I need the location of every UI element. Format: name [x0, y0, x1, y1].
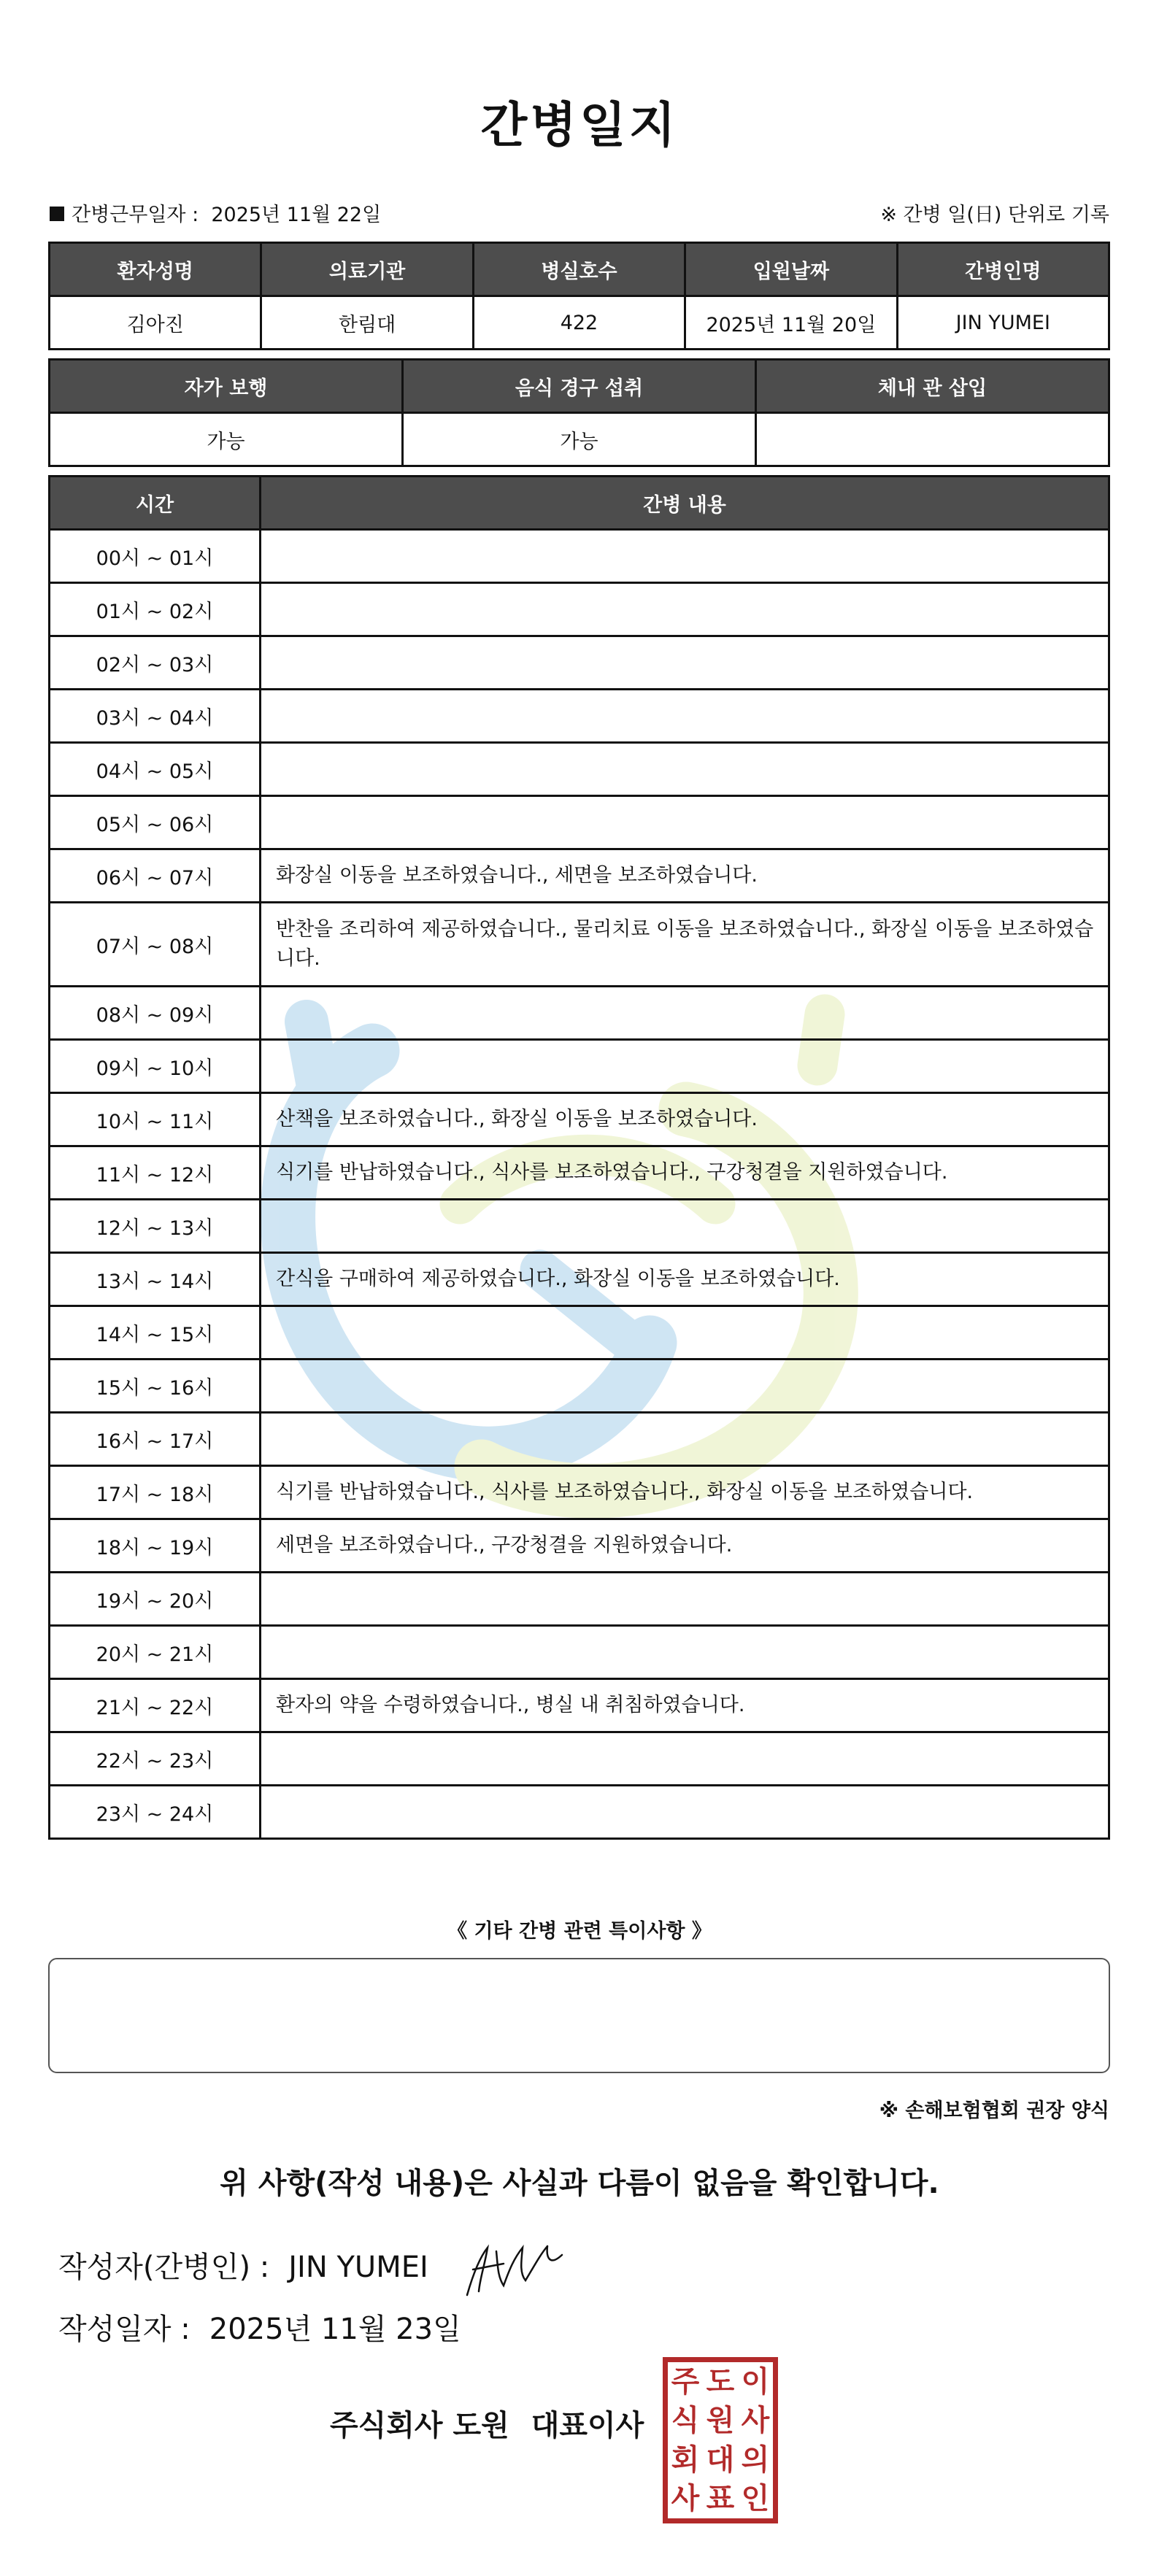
- log-content: [261, 1786, 1109, 1839]
- tube-insertion-value: [756, 413, 1109, 466]
- log-time: 09시 ~ 10시: [50, 1040, 261, 1093]
- log-row: [50, 1253, 1109, 1306]
- log-row: [50, 987, 1109, 1040]
- confirmation-statement: 위 사항(작성 내용)은 사실과 다름이 없음을 확인합니다.: [220, 2167, 939, 2200]
- square-bullet-icon: [50, 207, 64, 221]
- header-tube-insertion: 체내 관 삽입: [756, 360, 1109, 413]
- log-content: 반찬을 조리하여 제공하였습니다., 물리치료 이동을 보조하였습니다., 화장실 이동을 보조하였습니다.: [261, 903, 1109, 987]
- log-row: [50, 1040, 1109, 1093]
- writer-name: JIN YUMEI: [288, 2251, 428, 2284]
- log-time: 23시 ~ 24시: [50, 1786, 261, 1839]
- log-time: 18시 ~ 19시: [50, 1519, 261, 1573]
- log-row: [50, 1200, 1109, 1253]
- log-time: 03시 ~ 04시: [50, 690, 261, 743]
- log-content: 세면을 보조하였습니다., 구강청결을 지원하였습니다.: [261, 1519, 1109, 1573]
- log-time: 22시 ~ 23시: [50, 1732, 261, 1786]
- seal-char: 대: [706, 2442, 735, 2477]
- header-time: 시간: [50, 477, 261, 530]
- log-content: [261, 1626, 1109, 1679]
- header-care-content: 간병 내용: [261, 477, 1109, 530]
- oral-intake-value: 가능: [403, 413, 756, 466]
- log-content: [261, 690, 1109, 743]
- patient-status-table: [48, 358, 1110, 467]
- written-date-line: [58, 2306, 461, 2348]
- log-row: [50, 1732, 1109, 1786]
- log-content: [261, 796, 1109, 849]
- log-content: [261, 1306, 1109, 1360]
- record-unit-note: ※ 간병 일(日) 단위로 기록: [880, 204, 1109, 226]
- header-patient-name: 환자성명: [50, 243, 261, 296]
- notes-title: 《 기타 간병 관련 특이사항 》: [447, 1920, 712, 1943]
- log-row: [50, 1626, 1109, 1679]
- page-title: 간병일지: [480, 97, 679, 153]
- patient-info-table: [48, 242, 1110, 350]
- writer-line: [58, 2244, 428, 2286]
- log-time: 17시 ~ 18시: [50, 1466, 261, 1519]
- header-oral-intake: 음식 경구 섭취: [403, 360, 756, 413]
- log-content: 간식을 구매하여 제공하였습니다., 화장실 이동을 보조하였습니다.: [261, 1253, 1109, 1306]
- caregiver-name: JIN YUMEI: [897, 296, 1109, 350]
- log-row: [50, 1146, 1109, 1200]
- log-time: 14시 ~ 15시: [50, 1306, 261, 1360]
- log-row: [50, 583, 1109, 636]
- care-log-table: [48, 475, 1110, 1840]
- log-content: 식기를 반납하였습니다., 식사를 보조하였습니다., 구강청결을 지원하였습니다.: [261, 1146, 1109, 1200]
- log-row: [50, 1093, 1109, 1146]
- seal-char: 사: [741, 2404, 770, 2438]
- company-name: 주식회사 도원: [330, 2409, 509, 2442]
- recommendation-note: ※ 손해보험협회 권장 양식: [879, 2099, 1109, 2122]
- log-content: 식기를 반납하였습니다., 식사를 보조하였습니다., 화장실 이동을 보조하였습니다.: [261, 1466, 1109, 1519]
- signature-image: [453, 2226, 577, 2306]
- header-hospital: 의료기관: [261, 243, 473, 296]
- log-row: [50, 1786, 1109, 1839]
- log-row: [50, 1466, 1109, 1519]
- log-time: 13시 ~ 14시: [50, 1253, 261, 1306]
- log-time: 19시 ~ 20시: [50, 1573, 261, 1626]
- log-content: [261, 1732, 1109, 1786]
- written-date-label: 작성일자 :: [58, 2313, 190, 2346]
- header-self-walking: 자가 보행: [50, 360, 403, 413]
- log-time: 16시 ~ 17시: [50, 1413, 261, 1466]
- log-row: [50, 903, 1109, 987]
- log-row: [50, 796, 1109, 849]
- log-time: 07시 ~ 08시: [50, 903, 261, 987]
- log-content: [261, 1573, 1109, 1626]
- seal-char: 도: [706, 2364, 735, 2399]
- log-row: [50, 1573, 1109, 1626]
- patient-name: 김아진: [50, 296, 261, 350]
- log-row: [50, 690, 1109, 743]
- log-content: [261, 987, 1109, 1040]
- log-time: 15시 ~ 16시: [50, 1360, 261, 1413]
- log-row: [50, 1679, 1109, 1732]
- log-row: [50, 849, 1109, 903]
- log-time: 21시 ~ 22시: [50, 1679, 261, 1732]
- log-content: [261, 1200, 1109, 1253]
- log-time: 01시 ~ 02시: [50, 583, 261, 636]
- log-row: [50, 743, 1109, 796]
- log-time: 02시 ~ 03시: [50, 636, 261, 690]
- self-walking-value: 가능: [50, 413, 403, 466]
- seal-char: 회: [671, 2442, 700, 2477]
- seal-char: 표: [706, 2482, 735, 2516]
- log-content: [261, 583, 1109, 636]
- log-time: 12시 ~ 13시: [50, 1200, 261, 1253]
- seal-char: 이: [741, 2364, 770, 2399]
- hospital: 한림대: [261, 296, 473, 350]
- log-row: [50, 1413, 1109, 1466]
- log-row: [50, 1360, 1109, 1413]
- header-room-number: 병실호수: [473, 243, 685, 296]
- seal-char: 의: [741, 2442, 770, 2477]
- admission-date: 2025년 11월 20일: [685, 296, 897, 350]
- log-time: 05시 ~ 06시: [50, 796, 261, 849]
- log-time: 04시 ~ 05시: [50, 743, 261, 796]
- seal-char: 식: [671, 2404, 700, 2438]
- log-content: [261, 1040, 1109, 1093]
- writer-label: 작성자(간병인) :: [58, 2251, 270, 2284]
- seal-char: 사: [671, 2482, 700, 2516]
- seal-characters: [668, 2362, 773, 2518]
- work-date-value: 2025년 11월 22일: [211, 204, 382, 226]
- log-content: [261, 636, 1109, 690]
- ceo-label: 대표이사: [531, 2409, 644, 2442]
- room-number: 422: [473, 296, 685, 350]
- header-admission-date: 입원날짜: [685, 243, 897, 296]
- log-time: 08시 ~ 09시: [50, 987, 261, 1040]
- log-time: 11시 ~ 12시: [50, 1146, 261, 1200]
- log-row: [50, 636, 1109, 690]
- log-row: [50, 1306, 1109, 1360]
- log-time: 10시 ~ 11시: [50, 1093, 261, 1146]
- header-caregiver-name: 간병인명: [897, 243, 1109, 296]
- log-row: [50, 1519, 1109, 1573]
- notes-box: [48, 1958, 1110, 2073]
- company-seal-stamp: [663, 2357, 778, 2523]
- log-content: 화장실 이동을 보조하였습니다., 세면을 보조하였습니다.: [261, 849, 1109, 903]
- log-time: 20시 ~ 21시: [50, 1626, 261, 1679]
- log-content: 산책을 보조하였습니다., 화장실 이동을 보조하였습니다.: [261, 1093, 1109, 1146]
- log-content: [261, 1360, 1109, 1413]
- work-date-line: [50, 198, 381, 227]
- log-content: [261, 743, 1109, 796]
- log-content: [261, 530, 1109, 583]
- log-time: 00시 ~ 01시: [50, 530, 261, 583]
- work-date-label: 간병근무일자 :: [72, 204, 199, 226]
- log-time: 06시 ~ 07시: [50, 849, 261, 903]
- written-date-value: 2025년 11월 23일: [209, 2313, 461, 2346]
- log-content: 환자의 약을 수령하였습니다., 병실 내 취침하였습니다.: [261, 1679, 1109, 1732]
- seal-char: 원: [706, 2404, 735, 2438]
- company-line: [330, 2402, 644, 2444]
- log-row: [50, 530, 1109, 583]
- seal-char: 인: [741, 2482, 770, 2516]
- log-content: [261, 1413, 1109, 1466]
- seal-char: 주: [671, 2364, 700, 2399]
